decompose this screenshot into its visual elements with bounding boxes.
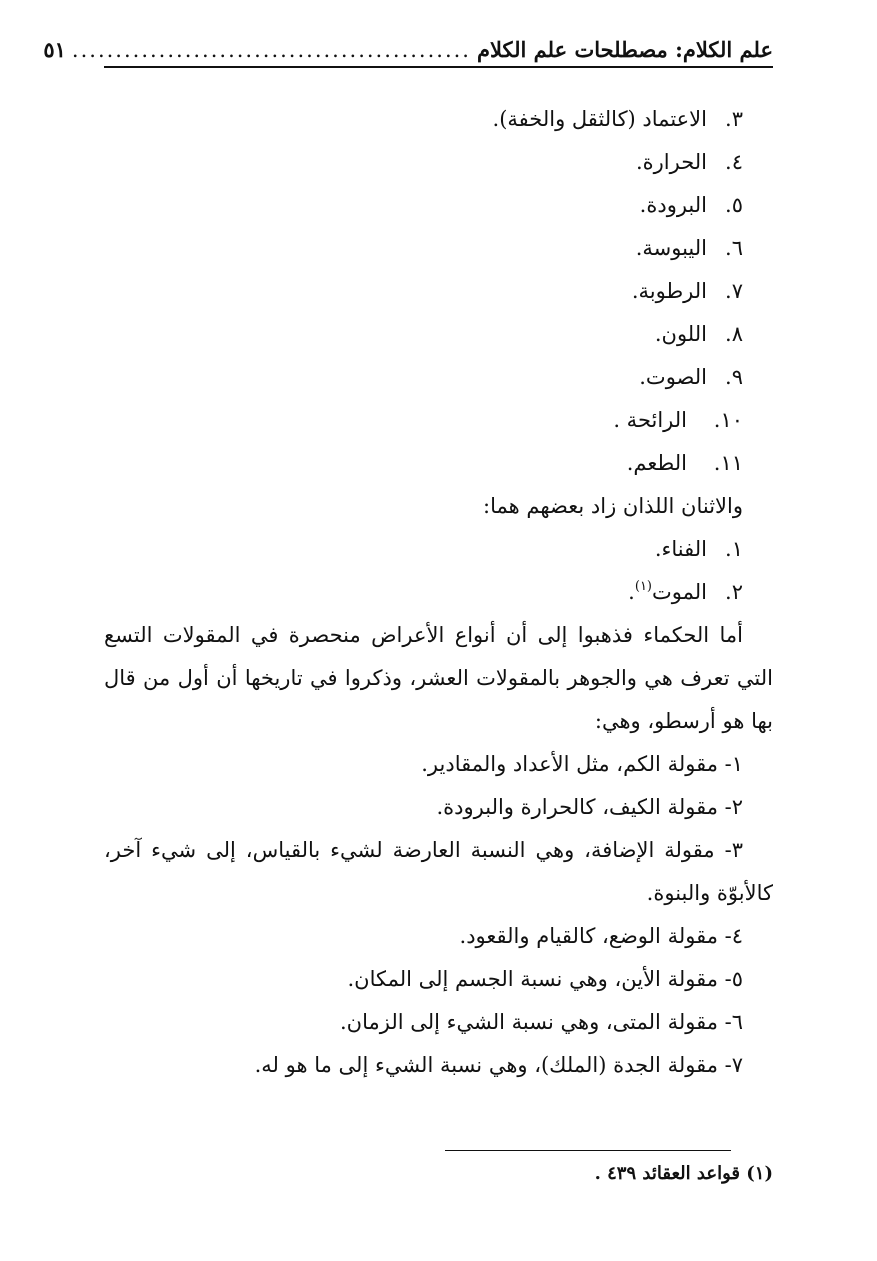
list-item	[104, 141, 773, 184]
page-body	[104, 98, 773, 1087]
list-item-number: ١٠.	[713, 408, 743, 432]
list-item-number: ١.	[725, 537, 743, 561]
list-item	[104, 528, 773, 571]
intro-two-line: والاثنان اللذان زاد بعضهم هما:	[483, 494, 743, 518]
category-line: ٣- مقولة الإضافة، وهي النسبة العارضة لشيء بالقياس، إلى شيء آخر،	[104, 838, 743, 862]
list-item	[104, 270, 773, 313]
list-item-word: الموت	[652, 580, 707, 604]
list-item-number: ٨.	[725, 322, 743, 346]
list-item-number: ٦.	[725, 236, 743, 260]
running-header	[43, 32, 773, 68]
list-item	[104, 184, 773, 227]
list-item-text	[628, 571, 707, 614]
list-item	[104, 442, 773, 485]
footnote-divider	[445, 1150, 731, 1151]
footnote-reference[interactable]: (١)	[634, 579, 652, 594]
list-item-number: ١١.	[713, 451, 743, 475]
page-number: ٥١	[43, 37, 66, 62]
list-item-text: الصوت.	[639, 365, 707, 389]
list-item-text: الطعم.	[626, 451, 687, 475]
list-item-number: ٥.	[725, 193, 743, 217]
paragraph-line: تعرف هي والجوهر بالمقولات العشر، وذكروا في تاريخها أن أول من قال بها هو	[104, 666, 773, 733]
header-title: علم الكلام: مصطلحات علم الكلام	[477, 37, 773, 62]
paragraph-line: أرسطو، وهي:	[594, 709, 716, 733]
list-item	[104, 399, 773, 442]
list-item	[104, 313, 773, 356]
category-item: ٧- مقولة الجدة (الملك)، وهي نسبة الشيء إلى ما هو له.	[254, 1053, 743, 1077]
header-leader-dots: ..............................................	[71, 38, 471, 62]
list-item-number: ٤.	[725, 150, 743, 174]
category-item: ٢- مقولة الكيف، كالحرارة والبرودة.	[436, 795, 743, 819]
category-item: ٥- مقولة الأين، وهي نسبة الجسم إلى المكان.	[347, 967, 743, 991]
paragraph-line: أما الحكماء فذهبوا إلى أن أنواع الأعراض منحصرة في المقولات التسع التي	[104, 623, 773, 690]
list-item-number: ٢.	[725, 580, 743, 604]
list-item-number: ٩.	[725, 365, 743, 389]
list-item	[104, 227, 773, 270]
category-item	[104, 829, 773, 915]
list-item	[104, 356, 773, 399]
list-item-text: اليبوسة.	[635, 236, 707, 260]
list-item-text: الرائحة .	[613, 408, 687, 432]
list-item-text: الاعتماد (كالثقل والخفة).	[492, 107, 707, 131]
list-item-text: الفناء.	[654, 537, 707, 561]
list-item-number: ٧.	[725, 279, 743, 303]
category-item: ١- مقولة الكم، مثل الأعداد والمقادير.	[421, 752, 743, 776]
list-item-text: اللون.	[654, 322, 707, 346]
list-item	[104, 571, 773, 614]
category-item: ٦- مقولة المتى، وهي نسبة الشيء إلى الزمان.	[339, 1010, 743, 1034]
list-item-text: الرطوبة.	[631, 279, 707, 303]
body-paragraph	[104, 614, 773, 743]
list-item-number: ٣.	[725, 107, 743, 131]
category-item: ٤- مقولة الوضع، كالقيام والقعود.	[459, 924, 743, 948]
list-item	[104, 98, 773, 141]
category-line: كالأبوّة والبنوة.	[646, 881, 773, 905]
list-item-text: الحرارة.	[635, 150, 707, 174]
footnote: (١) قواعد العقائد ٤٣٩ .	[594, 1163, 773, 1184]
list-item-period: .	[628, 580, 635, 604]
list-item-text: البرودة.	[639, 193, 707, 217]
